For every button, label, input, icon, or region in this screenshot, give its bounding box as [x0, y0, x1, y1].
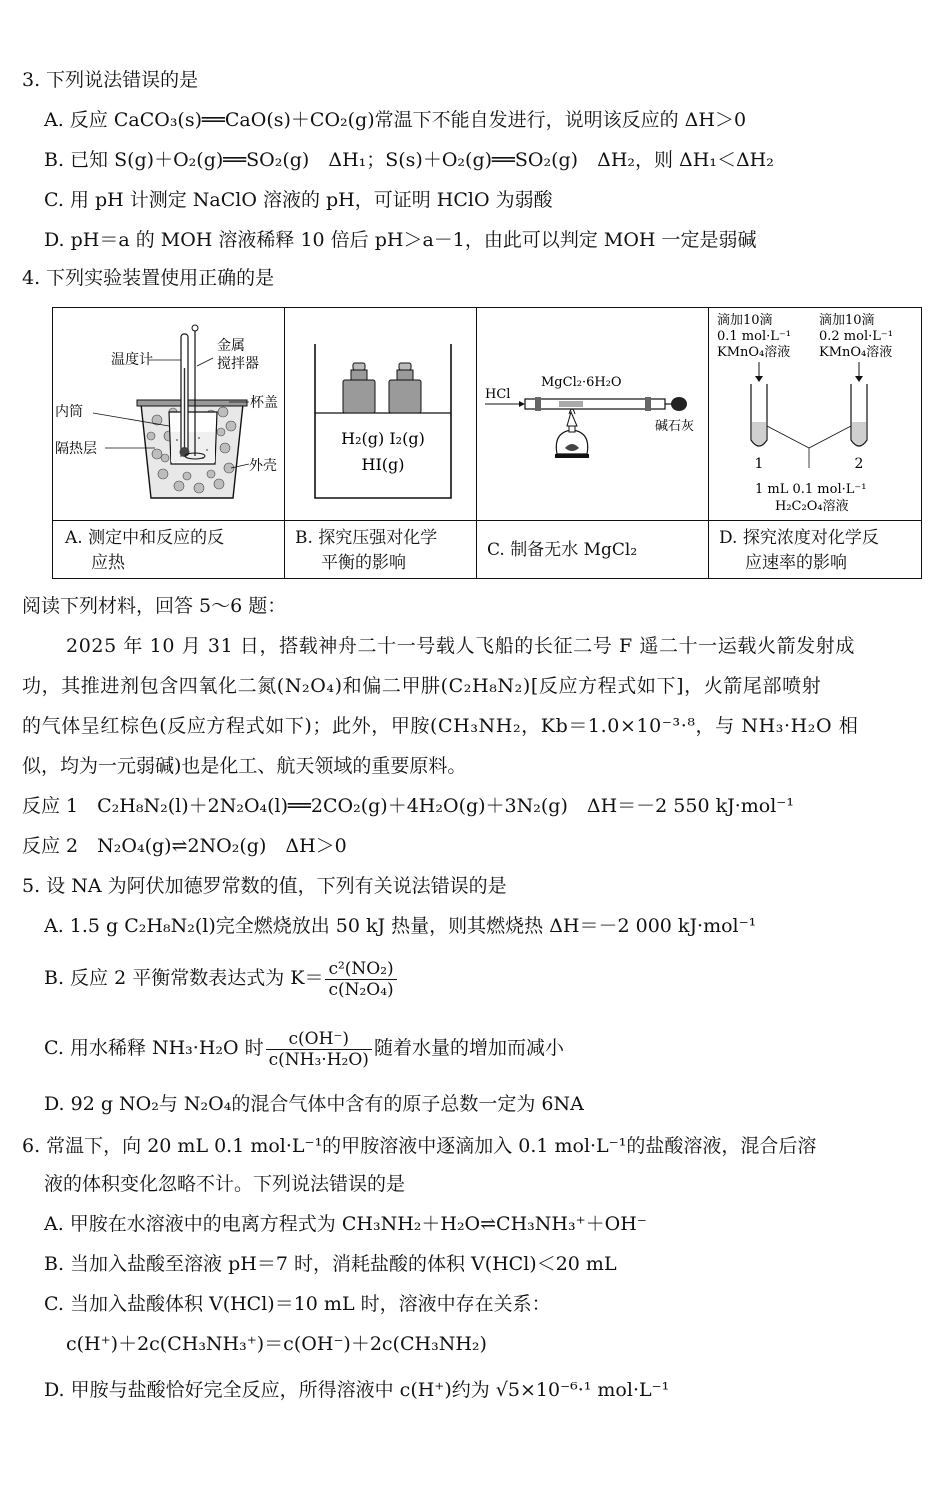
label-insulation: 隔热层: [55, 441, 97, 457]
label-gas-reactants: H₂(g) I₂(g): [341, 429, 425, 448]
reading-line-3: 的气体呈红棕色(反应方程式如下)；此外，甲胺(CH₃NH₂，Kb＝1.0×10⁻³·⁸，与 NH₃·H₂O 相: [22, 715, 859, 737]
q5-option-b: [44, 956, 399, 1000]
q6-stem-line-2: 液的体积变化忽略不计。下列说法错误的是: [44, 1173, 406, 1195]
label-stirrer-1: 金属: [217, 338, 245, 354]
q5-option-d: D. 92 g NO₂与 N₂O₄的混合气体中含有的原子总数一定为 6NA: [44, 1093, 584, 1115]
caption-d-line-2: 应速率的影响: [745, 553, 847, 573]
reading-line-2: 功，其推进剂包含四氧化二氮(N₂O₄)和偏二甲肼(C₂H₈N₂)[反应方程式如下]，火箭尾部喷射: [22, 675, 822, 697]
label-hydrate: MgCl₂·6H₂O: [541, 375, 622, 390]
tube-furnace-diagram: [477, 308, 709, 520]
reaction-2: 反应 2 N₂O₄(g)⇌2NO₂(g) ΔH＞0: [22, 835, 347, 857]
label-shell: 外壳: [249, 458, 277, 474]
caption-c: C. 制备无水 MgCl₂: [487, 540, 638, 560]
reading-line-4: 似，均为一元弱碱)也是化工、航天领域的重要原料。: [22, 755, 467, 777]
label-right-conc: 0.2 mol·L⁻¹: [819, 329, 893, 344]
caption-divider: [53, 520, 921, 521]
fraction-denominator: c(N₂O₄): [328, 979, 394, 1000]
q6-option-a: A. 甲胺在水溶液中的电离方程式为 CH₃NH₂＋H₂O⇌CH₃NH₃⁺＋OH⁻: [44, 1213, 647, 1235]
label-left-reagent: KMnO₄溶液: [717, 345, 791, 360]
label-soda-lime: 碱石灰: [655, 419, 695, 434]
caption-b: [295, 526, 437, 576]
q6-option-b: B. 当加入盐酸至溶液 pH＝7 时，消耗盐酸的体积 V(HCl)＜20 mL: [44, 1253, 617, 1275]
label-hcl: HCl: [485, 387, 511, 402]
label-tube-2: 2: [854, 456, 864, 472]
q5-equilibrium-fraction: [325, 959, 396, 1000]
q5-stem: 5. 设 NA 为阿伏加德罗常数的值，下列有关说法错误的是: [22, 875, 507, 897]
reading-line-1: 2025 年 10 月 31 日，搭载神舟二十一号载人飞船的长征二号 F 遥二十一运载火箭发射成: [66, 635, 855, 657]
caption-a: [65, 526, 224, 576]
label-inner-cup: 内筒: [55, 404, 83, 420]
label-left-conc: 0.1 mol·L⁻¹: [717, 329, 791, 344]
label-stirrer-2: 搅拌器: [217, 356, 259, 372]
label-tube-1: 1: [754, 456, 764, 472]
q5-ratio-fraction: [266, 1029, 372, 1070]
caption-a-line-1: A. 测定中和反应的反: [65, 528, 225, 548]
q3-stem: 3. 下列说法错误的是: [22, 69, 199, 91]
q4-stem: 4. 下列实验装置使用正确的是: [22, 267, 275, 289]
q6-stem-line-1: 6. 常温下，向 20 mL 0.1 mol·L⁻¹的甲胺溶液中逐滴加入 0.1 mol·L⁻¹的盐酸溶液，混合后溶: [22, 1135, 817, 1157]
pressure-vessel-diagram: [285, 308, 477, 520]
label-right-reagent: KMnO₄溶液: [819, 345, 893, 360]
q5-option-b-text: B. 反应 2 平衡常数表达式为 K＝: [44, 967, 324, 989]
label-lid: 杯盖: [250, 395, 278, 411]
q3-option-a: A. 反应 CaCO₃(s)══CaO(s)＋CO₂(g)常温下不能自发进行，说明该反应的 ΔH＞0: [44, 109, 747, 131]
test-tubes-diagram: [709, 308, 921, 520]
q6-option-c-relation: c(H⁺)＋2c(CH₃NH₃⁺)＝c(OH⁻)＋2c(CH₃NH₂): [66, 1333, 487, 1355]
reading-intro: 阅读下列材料，回答 5～6 题：: [22, 595, 287, 617]
fraction-numerator: c²(NO₂): [325, 959, 396, 980]
q6-option-c: C. 当加入盐酸体积 V(HCl)＝10 mL 时，溶液中存在关系：: [44, 1293, 551, 1315]
q3-option-d: D. pH＝a 的 MOH 溶液稀释 10 倍后 pH＞a－1，由此可以判定 MOH 一定是弱碱: [44, 229, 757, 251]
label-right-drop: 滴加10滴: [819, 313, 875, 328]
q6-option-d: D. 甲胺与盐酸恰好完全反应，所得溶液中 c(H⁺)约为 √5×10⁻⁶·¹ mol·L⁻¹: [44, 1379, 670, 1401]
caption-a-line-2: 应热: [91, 553, 125, 573]
caption-d-line-1: D. 探究浓度对化学反: [719, 528, 879, 548]
label-thermometer: 温度计: [111, 352, 153, 368]
q4-figure-table: [52, 307, 922, 579]
q5-option-c: [44, 1026, 564, 1070]
label-left-drop: 滴加10滴: [717, 313, 773, 328]
fraction-denominator: c(NH₃·H₂O): [268, 1049, 369, 1070]
caption-b-line-2: 平衡的影响: [321, 553, 406, 573]
caption-b-line-1: B. 探究压强对化学: [295, 528, 438, 548]
label-oxalic-volume: 1 mL 0.1 mol·L⁻¹: [755, 482, 867, 497]
label-gas-product: HI(g): [361, 455, 405, 474]
caption-d: [719, 526, 879, 576]
fraction-numerator: c(OH⁻): [266, 1029, 372, 1050]
label-oxalic-solution: H₂C₂O₄溶液: [775, 499, 849, 514]
calorimeter-diagram: [53, 308, 285, 520]
q5-option-c-tail: 随着水量的增加而减小: [373, 1037, 564, 1059]
reaction-1: 反应 1 C₂H₈N₂(l)＋2N₂O₄(l)══2CO₂(g)＋4H₂O(g)＋3N₂(g) ΔH＝－2 550 kJ·mol⁻¹: [22, 795, 794, 817]
q5-option-a: A. 1.5 g C₂H₈N₂(l)完全燃烧放出 50 kJ 热量，则其燃烧热 ΔH＝－2 000 kJ·mol⁻¹: [44, 915, 757, 937]
q3-option-b: B. 已知 S(g)＋O₂(g)══SO₂(g) ΔH₁；S(s)＋O₂(g)══SO₂(g) ΔH₂，则 ΔH₁＜ΔH₂: [44, 149, 774, 171]
q3-option-c: C. 用 pH 计测定 NaClO 溶液的 pH，可证明 HClO 为弱酸: [44, 189, 553, 211]
q5-option-c-text: C. 用水稀释 NH₃·H₂O 时: [44, 1037, 264, 1059]
